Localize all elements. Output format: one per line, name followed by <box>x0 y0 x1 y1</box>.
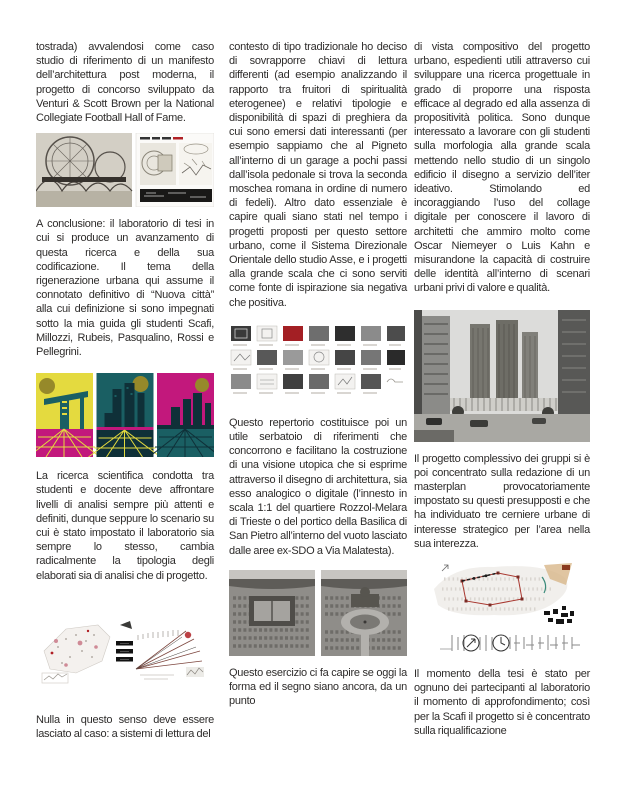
paragraph: Il progetto complessivo dei gruppi si è poi concentrato sulla redazione di un masterplan provocatoriamente impostato su questi presupposti e che ha individuato tre cerniere urbane di interesse strategico per l’area nella sua interezza. <box>414 452 590 550</box>
urban-collage-figure <box>414 310 590 442</box>
paragraph: tostrada) avvalendosi come caso studio di riferimento di un manifesto dell’architettura post moderna, il progetto di concorso sviluppato da Venturi & Scott Brown per la National Collegiate Football Hall of Fame. <box>36 41 214 125</box>
column-2 <box>229 40 407 709</box>
masterplan-figure <box>414 559 590 659</box>
paragraph: Nulla in questo senso deve essere lasciato al caso: a sistemi di lettura del <box>36 713 214 741</box>
aerial-photos-figure <box>229 570 407 656</box>
paragraph: Il momento della tesi è stato per ognuno dei partecipanti al laboratorio il momento di approfondimento; così per la Scafi il progetto si è concentrato sulla riqualificazione <box>414 668 590 737</box>
column-3 <box>414 40 590 738</box>
paragraph: A conclusione: il laboratorio di tesi in cui si produce un avanzamento di questa ricerca e della sua codificazione. Il tema della rigenerazione urbana qui assume il connotato definitivo di “Nuova città” alla cui definizione si sono impegnati sotto la mia guida gli studenti Scafi, Millozzi, Rubeis, Pasqualino, Rossi e Pellegrini. <box>36 218 214 359</box>
repertoire-grid-figure <box>229 324 407 400</box>
paragraph: La ricerca scientifica condotta tra studenti e docente deve affrontare livelli di analisi sempre più attenti e definiti, dunque seppure lo scenario su cui è stato impostato il laboratorio sia sempre lo stesso, cambia radicalmente la tipologia degli elaborati sia di analisi che di progetto. <box>36 470 214 582</box>
nuova-citta-figure <box>36 373 214 457</box>
paragraph: Questo esercizio ci fa capire se oggi la forma ed il segno siano ancora, da un punto <box>229 666 407 708</box>
column-1 <box>36 40 214 741</box>
paragraph: di vista compositivo del progetto urbano, espedienti utili attraverso cui sviluppare una ricerca progettuale in grado di proporre una risposta efficace al degrado ed alla assenza di propositività politica. Sono dunque interessato a lavorare con gli studenti sulla morfologia alla grande scala mettendo nello studio di un singolo edificio il disegno a servizio dell’iter ideativo. Stimolando ed incoraggiando l’uso del collage digitale per conoscere il lavoro di architetti che ammiro molto come Oscar Niemeyer o Luis Kahn e misurandone la capacità di costruire delle identità all’interno di scenari urbani privi di valore e qualità. <box>414 41 590 295</box>
paragraph: Questo repertorio costituisce poi un utile serbatoio di riferimenti che concorrono e facilitano la costruzione di una visione utopica che si esprime attraverso il disegno di architettura, sia esso analogico o digitale (l’innesto in scala 1:1 del quartiere Rozzol-Melara di Trieste o del portico della Basilica di San Pietro all’interno del vuoto lasciato dalle aree ex-SDO a Via Malatesta). <box>229 416 407 557</box>
hall-of-fame-figure <box>36 133 214 207</box>
analysis-maps-figure <box>36 617 214 689</box>
paragraph: contesto di tipo tradizionale ho deciso di sovrapporre chiavi di lettura differenti (ad esempio analizzando il rapporto tra fruitori di spiritualità eterogenee) e relativi tipologie e disponibilità di spazi di preghiera da cui sono emersi dati interessanti (per esempio sappiamo che al Pigneto all’interno di un garage a pochi passi dall’isola pedonale si trova la seconda moschea romana in ordine di numero di fedeli). Altro dato essenziale è capire quali siano stati nel tempo i progetti proposti per questo settore urbano, come il Sistema Direzionale Orientale dello studio Asse, e i progetti alla grande scala che ci sono serviti come fonte di ispirazione sia negativa che positiva. <box>229 41 407 309</box>
